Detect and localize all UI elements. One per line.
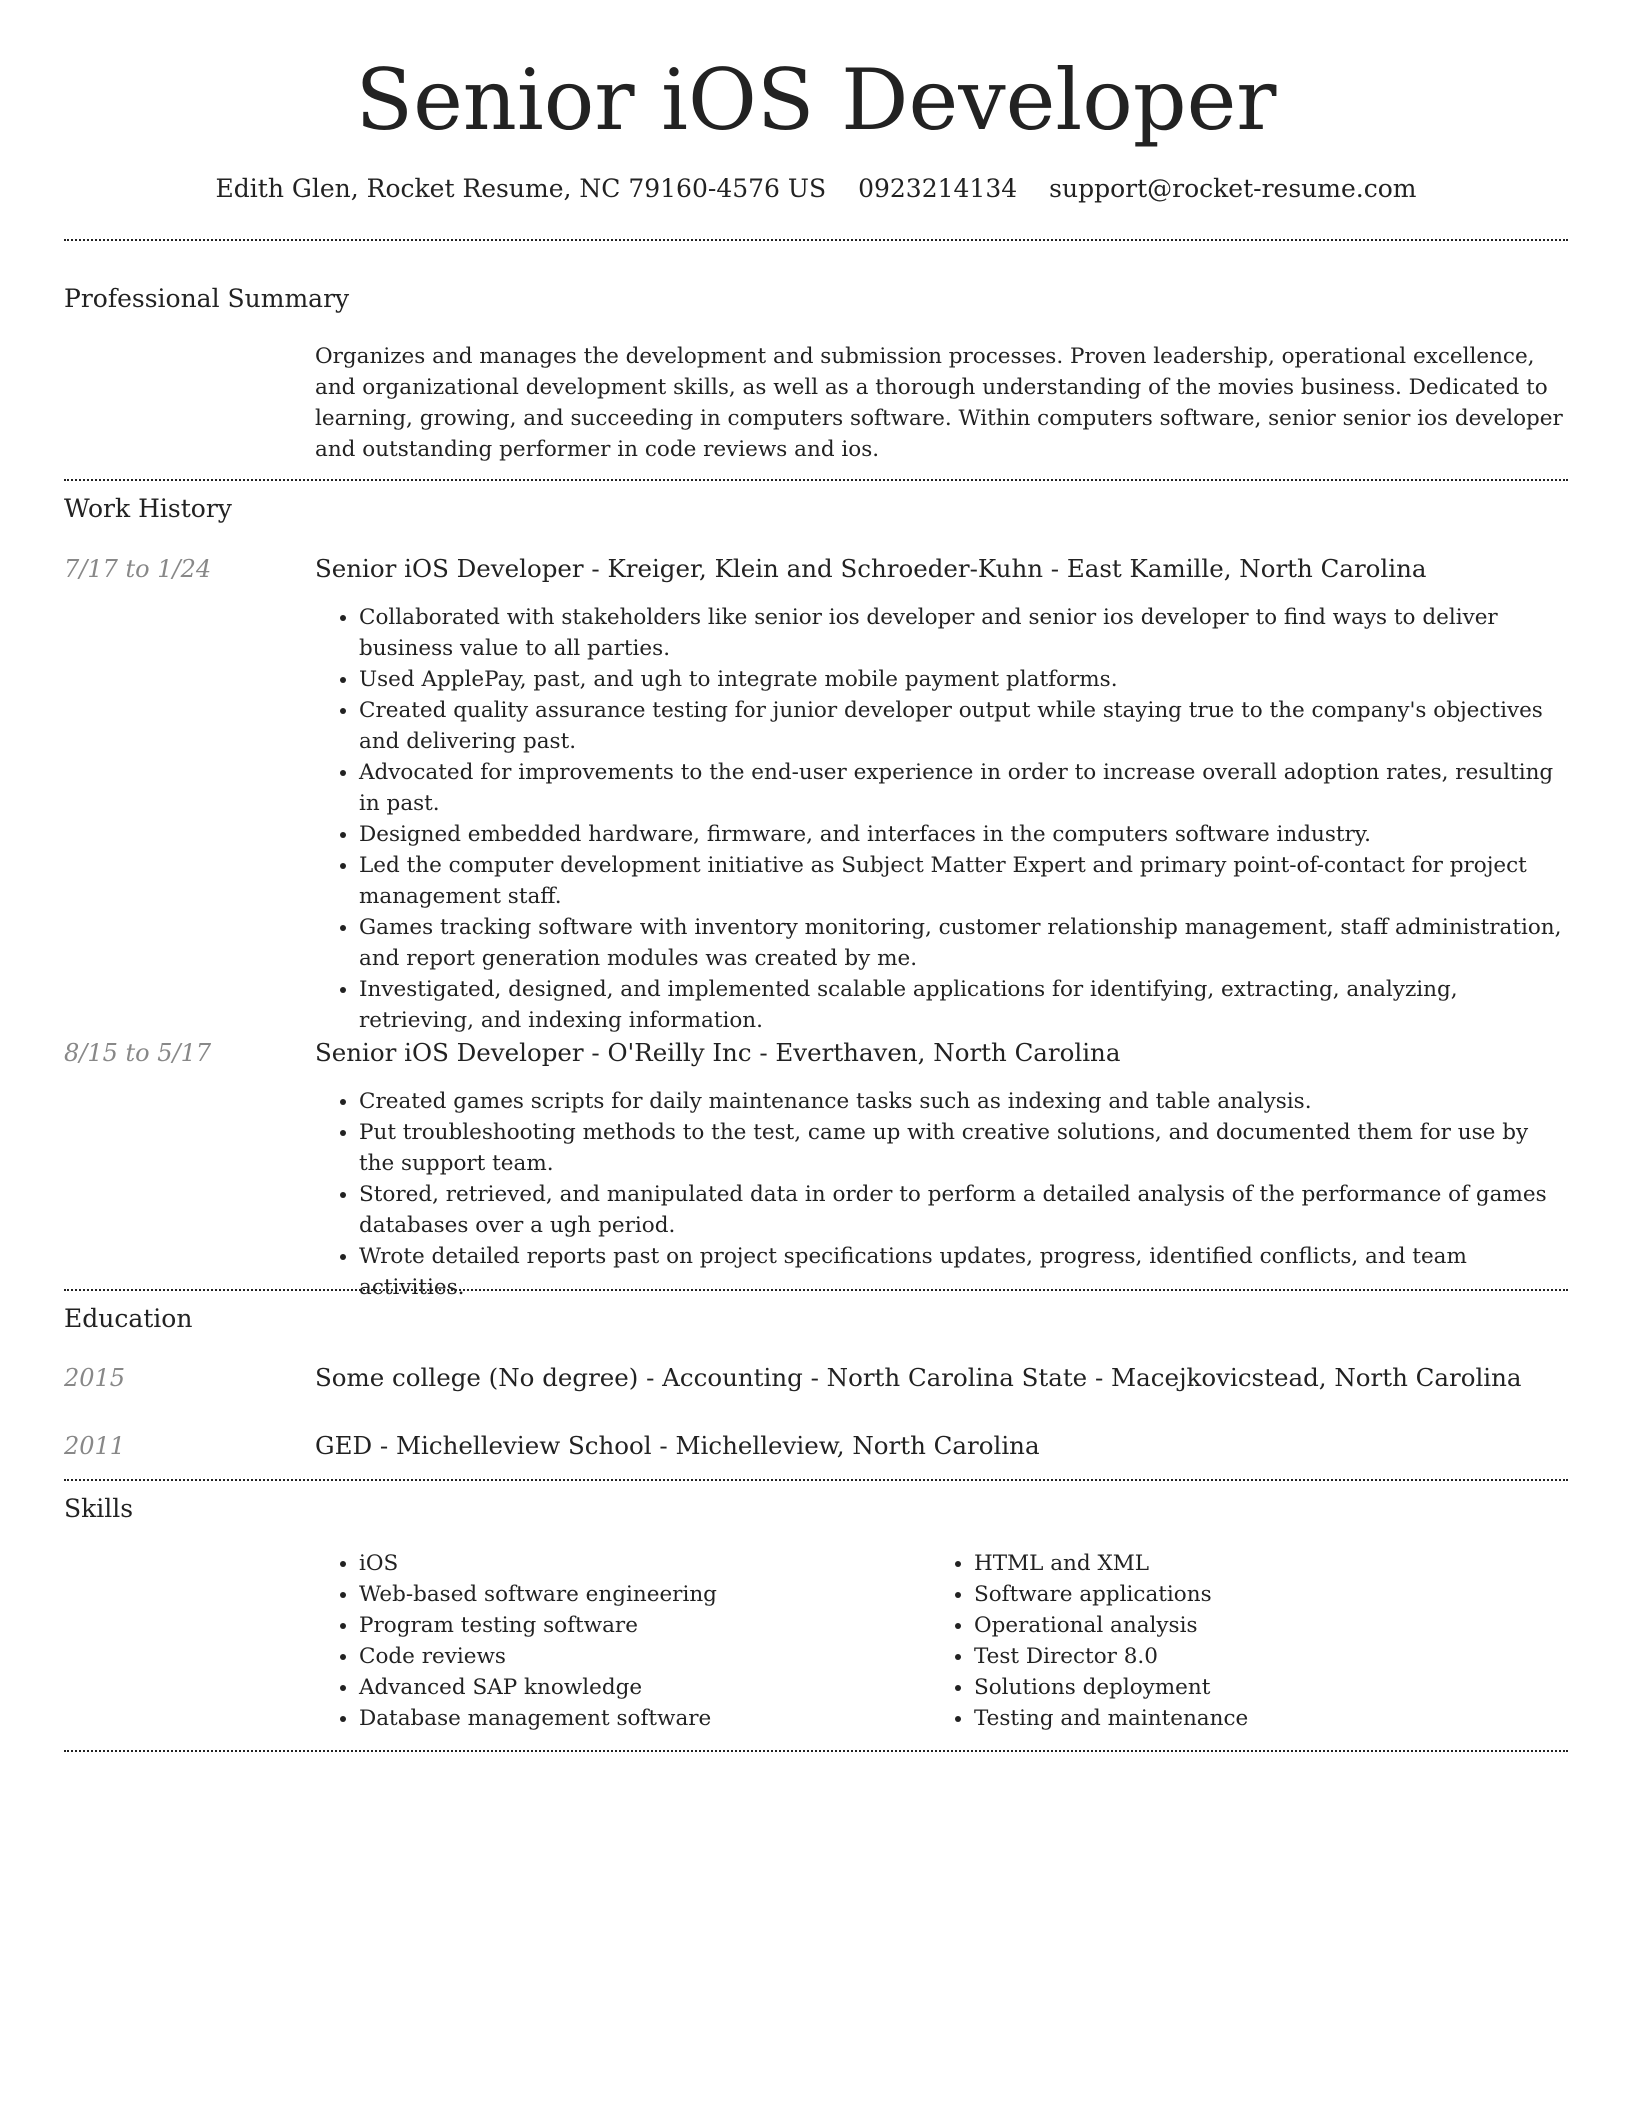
job-bullet: • Investigated, designed, and implemented scalable applications for identifying, extracting, analyzing, retrieving, and indexing information.	[359, 974, 1568, 1036]
job-bullet: • Used ApplePay, past, and ugh to integrate mobile payment platforms.	[359, 664, 1568, 695]
job-bullet: • Created games scripts for daily maintenance tasks such as indexing and table analysis.	[359, 1086, 1568, 1117]
job-bullet: • Designed embedded hardware, firmware, and interfaces in the computers software industry.	[359, 819, 1568, 850]
divider	[64, 239, 1568, 241]
job-bullet: • Wrote detailed reports past on project specifications updates, progress, identified conflicts, and team activities.	[359, 1241, 1568, 1303]
contact-email: support@rocket-resume.com	[1049, 174, 1417, 203]
job-bullet: • Put troubleshooting methods to the test, came up with creative solutions, and documented them for use by the support team.	[359, 1117, 1568, 1179]
job-bullets	[315, 1086, 1568, 1303]
skill-item: • Operational analysis	[974, 1610, 1530, 1641]
job-dates: 8/15 to 5/17	[64, 1039, 212, 1067]
skill-item: • Web-based software engineering	[359, 1579, 915, 1610]
job-bullet: • Collaborated with stakeholders like senior ios developer and senior ios developer to find ways to deliver business value to all parties.	[359, 602, 1568, 664]
job-dates: 7/17 to 1/24	[64, 555, 212, 583]
skill-item: • Advanced SAP knowledge	[359, 1672, 915, 1703]
summary-text: Organizes and manages the development and submission processes. Proven leadership, operational excellence, and organizational development skills, as well as a thorough understanding of the movies business. Dedicated to learning, growing, and succeeding in computers software. Within computers software, senior senior ios developer and outstanding performer in code reviews and ios.	[315, 344, 1563, 462]
work-history-heading: Work History	[64, 494, 232, 523]
education-entry: GED - Michelleview School - Michelleview, North Carolina	[315, 1431, 1040, 1460]
skill-item: • Test Director 8.0	[974, 1641, 1530, 1672]
job-bullet: • Led the computer development initiative as Subject Matter Expert and primary point-of-contact for project management staff.	[359, 850, 1568, 912]
skill-item: • Database management software	[359, 1703, 915, 1734]
divider	[64, 1479, 1568, 1481]
contact-line	[0, 172, 1632, 206]
resume-title: Senior iOS Developer	[355, 51, 1277, 149]
job-bullet: • Games tracking software with inventory monitoring, customer relationship management, staff administration, and report generation modules was created by me.	[359, 912, 1568, 974]
job-bullets	[315, 602, 1568, 1036]
skill-item: • Code reviews	[359, 1641, 915, 1672]
divider	[64, 1750, 1568, 1752]
divider	[64, 1289, 1568, 1291]
contact-address: Edith Glen, Rocket Resume, NC 79160-4576 US	[215, 174, 827, 203]
education-heading: Education	[64, 1304, 193, 1333]
skill-item: • iOS	[359, 1548, 915, 1579]
skills-list-right	[930, 1548, 1530, 1734]
job-title: Senior iOS Developer - O'Reilly Inc - Everthaven, North Carolina	[315, 1038, 1121, 1067]
job-title: Senior iOS Developer - Kreiger, Klein and Schroeder-Kuhn - East Kamille, North Carolina	[315, 554, 1427, 583]
skill-item: • Software applications	[974, 1579, 1530, 1610]
job-bullet: • Created quality assurance testing for junior developer output while staying true to the company's objectives and delivering past.	[359, 695, 1568, 757]
skill-item: • HTML and XML	[974, 1548, 1530, 1579]
skill-item: • Testing and maintenance	[974, 1703, 1530, 1734]
skills-heading: Skills	[64, 1494, 134, 1523]
skills-list-left	[315, 1548, 915, 1734]
contact-phone: 0923214134	[858, 174, 1018, 203]
education-entry: Some college (No degree) - Accounting - North Carolina State - Macejkovicstead, North Carolina	[315, 1363, 1522, 1392]
skill-item: • Program testing software	[359, 1610, 915, 1641]
summary-heading: Professional Summary	[64, 284, 350, 313]
skill-item: • Solutions deployment	[974, 1672, 1530, 1703]
education-year: 2011	[64, 1432, 126, 1460]
job-bullet: • Stored, retrieved, and manipulated data in order to perform a detailed analysis of the performance of games databases over a ugh period.	[359, 1179, 1568, 1241]
education-year: 2015	[64, 1364, 126, 1392]
job-bullet: • Advocated for improvements to the end-user experience in order to increase overall adoption rates, resulting in past.	[359, 757, 1568, 819]
divider	[64, 479, 1568, 481]
